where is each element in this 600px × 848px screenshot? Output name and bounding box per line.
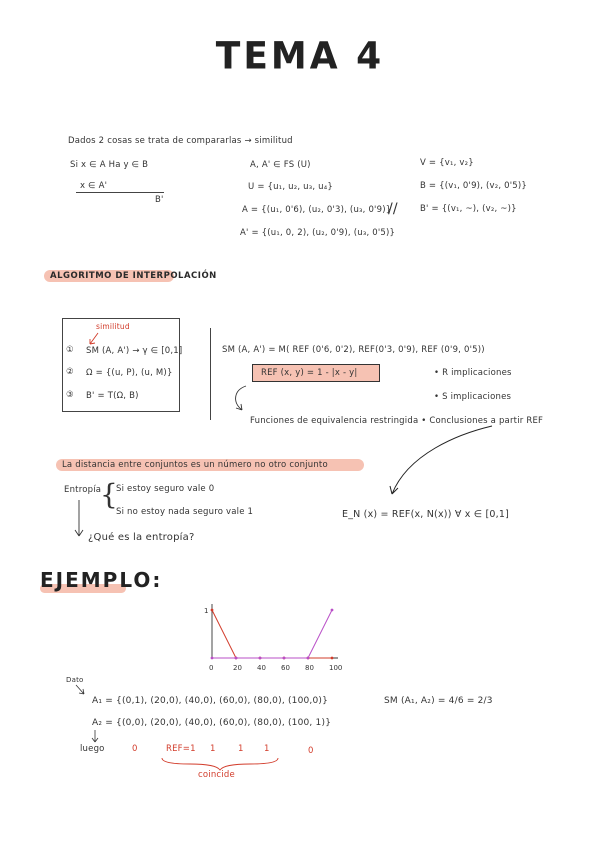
intro-line-2: Si x ∈ A Ha y ∈ B: [70, 160, 149, 170]
x-tick-label: 60: [281, 664, 290, 672]
data-point: [235, 657, 238, 660]
entropia-1: Si estoy seguro vale 0: [116, 484, 215, 494]
sm-formula: SM (A, A') = M( REF (0'6, 0'2), REF(0'3, 0'9), REF (0'9, 0'5)): [222, 345, 485, 355]
en-formula: E_N (x) = REF(x, N(x)) ∀ x ∈ [0,1]: [342, 509, 509, 520]
data-point: [283, 657, 286, 660]
intro-col2-3: A = {(u₁, 0'6), (u₂, 0'3), (u₃, 0'9)}: [242, 205, 392, 215]
x-tick-label: 20: [233, 664, 242, 672]
similitud-note: similitud: [96, 322, 130, 331]
dato-label: Dato: [66, 676, 84, 684]
data-point: [331, 609, 334, 612]
sm-result: SM (A₁, A₂) = 4/6 = 2/3: [384, 696, 493, 706]
result-1: REF=1: [166, 744, 196, 754]
r-implicaciones: • R implicaciones: [434, 368, 512, 378]
intro-col3-2: B = {(v₁, 0'9), (v₂, 0'5)}: [420, 181, 528, 191]
s-implicaciones: • S implicaciones: [434, 392, 512, 402]
down-arrow-icon: [74, 500, 84, 540]
item-3-number: ③: [66, 390, 74, 400]
example-chart: [200, 590, 360, 680]
y-tick-label: 1: [204, 607, 209, 615]
data-point: [211, 609, 214, 612]
result-3: 1: [238, 744, 244, 754]
intro-col2-1: A, A' ∈ FS (U): [250, 160, 311, 170]
a2-set: A₂ = {(0,0), (20,0), (40,0), (60,0), (80,0), (100, 1)}: [92, 718, 332, 728]
intro-line-1: Dados 2 cosas se trata de compararlas → similitud: [68, 136, 293, 146]
item-2-number: ②: [66, 367, 74, 377]
item-3-text: B' = T(Ω, B): [86, 391, 139, 401]
vertical-divider: [210, 328, 211, 420]
curved-arrow-icon: [230, 384, 254, 416]
luego-label: luego: [80, 744, 105, 754]
intro-col3-3: B' = {(v₁, ~), (v₂, ~)}: [420, 204, 517, 214]
x-tick-label: 0: [209, 664, 214, 672]
x-tick-label: 100: [329, 664, 343, 672]
long-arrow-icon: [388, 424, 498, 500]
result-2: 1: [210, 744, 216, 754]
result-0: 0: [132, 744, 138, 754]
series-line-2: [212, 610, 332, 658]
intro-divider: [76, 192, 164, 193]
intro-col2-4: A' = {(u₁, 0, 2), (u₂, 0'9), (u₃, 0'5)}: [240, 228, 396, 238]
item-1-number: ①: [66, 345, 74, 355]
small-arrow-icon: [74, 684, 88, 696]
intro-line-3b: B': [155, 195, 164, 205]
section-heading-interpolacion: ALGORITMO DE INTERPOLACIÓN: [44, 270, 174, 282]
intro-col2-2: U = {u₁, u₂, u₃, u₄}: [248, 182, 333, 192]
data-point: [211, 657, 214, 660]
entropia-question: ¿Qué es la entropía?: [88, 532, 195, 543]
data-point: [307, 657, 310, 660]
intro-line-3: x ∈ A': [80, 181, 108, 191]
entropia-label: Entropía: [64, 485, 102, 495]
ejemplo-title: EJEMPLO:: [40, 568, 163, 592]
data-point: [331, 657, 334, 660]
distancia-highlight: La distancia entre conjuntos es un número no otro conjunto: [56, 459, 364, 471]
intro-col3-1: V = {v₁, v₂}: [420, 158, 474, 168]
result-5: 0: [308, 746, 314, 756]
page-title: TEMA 4: [215, 34, 385, 79]
parallel-mark: //: [388, 201, 398, 217]
result-4: 1: [264, 744, 270, 754]
item-1-text: SM (A, A') → γ ∈ [0,1]: [86, 346, 183, 356]
a1-set: A₁ = {(0,1), (20,0), (40,0), (60,0), (80,0), (100,0)}: [92, 696, 329, 706]
funciones-text: Funciones de equivalencia restringida • Conclusiones a partir REF: [250, 416, 544, 426]
brace-icon: {: [100, 478, 118, 511]
data-point: [259, 657, 262, 660]
similitud-arrow-icon: [88, 332, 100, 346]
x-tick-label: 40: [257, 664, 266, 672]
ref-box: REF (x, y) = 1 - |x - y|: [252, 364, 380, 382]
entropia-2: Si no estoy nada seguro vale 1: [116, 507, 254, 517]
series-line-1: [212, 610, 332, 658]
coincide-label: coincide: [198, 770, 235, 780]
item-2-text: Ω = {(u, P), (u, M)}: [86, 368, 173, 378]
x-tick-label: 80: [305, 664, 314, 672]
luego-arrow-icon: [90, 730, 100, 744]
